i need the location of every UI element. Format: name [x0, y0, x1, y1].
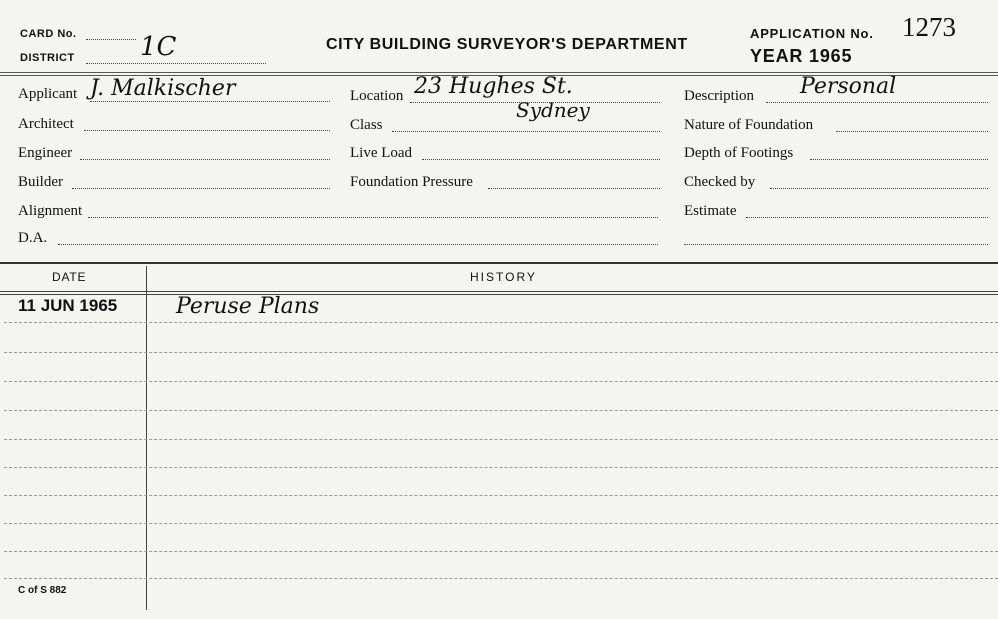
department-title: CITY BUILDING SURVEYOR'S DEPARTMENT — [326, 36, 688, 53]
live-load-line — [422, 159, 660, 160]
architect-line — [84, 130, 330, 131]
history-row-line — [4, 381, 998, 382]
live-load-label: Live Load — [350, 145, 413, 161]
depth-of-footings-label: Depth of Footings — [684, 145, 794, 161]
foundation-pressure-label: Foundation Pressure — [350, 174, 473, 190]
checked-by-line — [770, 188, 988, 189]
alignment-label: Alignment — [18, 203, 83, 219]
district-value: 1C — [140, 32, 177, 62]
year-label: YEAR 1965 — [750, 46, 853, 66]
architect-label: Architect — [18, 116, 74, 132]
nature-of-foundation-line — [836, 131, 988, 132]
builder-line — [72, 188, 330, 189]
history-header-rule — [0, 291, 998, 292]
form-code: C of S 882 — [18, 585, 67, 596]
depth-of-footings-line — [810, 159, 988, 160]
da-label: D.A. — [18, 230, 48, 246]
engineer-line — [80, 159, 330, 160]
applicant-label: Applicant — [18, 86, 78, 102]
application-label: APPLICATION No. — [750, 26, 874, 41]
engineer-label: Engineer — [18, 145, 73, 161]
description-label: Description — [684, 88, 754, 104]
foundation-pressure-line — [488, 188, 660, 189]
district-label: DISTRICT — [20, 52, 75, 64]
history-row-line — [4, 410, 998, 411]
right-blank-line — [684, 244, 988, 245]
checked-by-label: Checked by — [684, 174, 756, 190]
date-column-divider — [146, 266, 147, 610]
card-no-line — [86, 39, 136, 40]
builder-label: Builder — [18, 174, 63, 190]
class-label: Class — [350, 117, 383, 133]
alignment-line — [88, 217, 658, 218]
history-row-line — [4, 523, 998, 524]
history-row-line — [4, 439, 998, 440]
applicant-line — [90, 101, 330, 102]
da-line — [58, 244, 658, 245]
applicant-value: J. Malkischer — [90, 76, 236, 101]
history-row-line — [4, 578, 998, 579]
header-rule — [0, 72, 998, 73]
date-header: DATE — [52, 270, 87, 284]
location-value: 23 Hughes St. — [414, 74, 573, 99]
estimate-line — [746, 217, 988, 218]
description-line — [766, 102, 988, 103]
class-line — [392, 131, 660, 132]
location-label: Location — [350, 88, 404, 104]
history-entry-text: Peruse Plans — [176, 294, 320, 319]
district-line — [86, 63, 266, 64]
application-number: 1273 — [902, 12, 956, 42]
estimate-label: Estimate — [684, 203, 737, 219]
history-row-line — [4, 322, 998, 323]
location-value-line2: Sydney — [516, 98, 590, 122]
history-entry-date: 11 JUN 1965 — [18, 296, 118, 315]
description-value: Personal — [800, 74, 897, 99]
history-header-rule-2 — [0, 294, 998, 295]
history-header: HISTORY — [470, 270, 537, 284]
history-top-rule — [0, 262, 998, 264]
card-no-label: CARD No. — [20, 28, 77, 40]
history-row-line — [4, 495, 998, 496]
history-row-line — [4, 352, 998, 353]
history-row-line — [4, 551, 998, 552]
history-row-line — [4, 467, 998, 468]
nature-of-foundation-label: Nature of Foundation — [684, 117, 814, 133]
